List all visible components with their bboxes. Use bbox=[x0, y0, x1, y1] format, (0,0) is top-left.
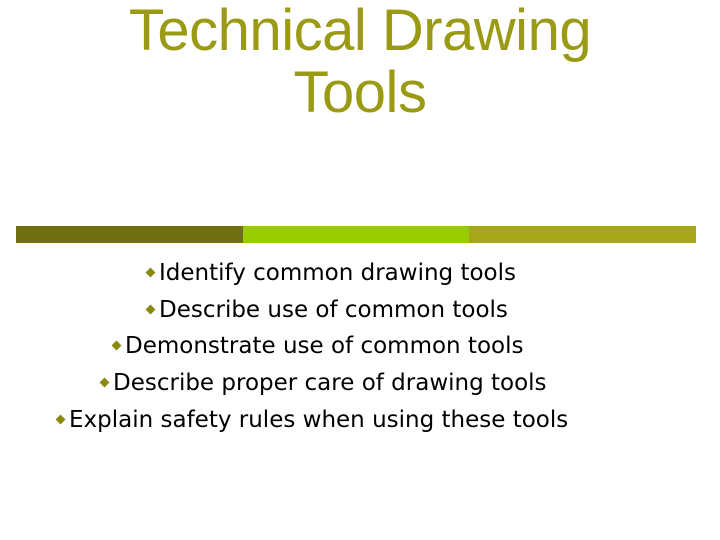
diamond-bullet-icon bbox=[146, 268, 156, 278]
bullet-text: Identify common drawing tools bbox=[159, 260, 516, 286]
slide-title-line-2: Tools bbox=[293, 60, 427, 125]
diamond-bullet-icon bbox=[100, 378, 110, 388]
bullet-text: Explain safety rules when using these tools bbox=[69, 407, 569, 433]
slide-title-line-1: Technical Drawing bbox=[128, 0, 592, 63]
bullet-item bbox=[57, 406, 568, 434]
bullet-item bbox=[147, 296, 508, 324]
slide-title bbox=[0, 0, 720, 124]
diamond-bullet-icon bbox=[56, 415, 66, 425]
divider-segment-olive bbox=[469, 226, 696, 243]
bullet-text: Describe proper care of drawing tools bbox=[113, 370, 547, 396]
bullet-text: Demonstrate use of common tools bbox=[125, 333, 524, 359]
divider-segment-dark bbox=[16, 226, 243, 243]
bullet-item bbox=[101, 369, 547, 397]
divider-bar bbox=[16, 226, 696, 243]
bullet-item bbox=[147, 259, 516, 287]
diamond-bullet-icon bbox=[146, 305, 156, 315]
bullet-item bbox=[113, 332, 523, 360]
divider-segment-bright bbox=[243, 226, 470, 243]
bullet-text: Describe use of common tools bbox=[159, 297, 508, 323]
diamond-bullet-icon bbox=[112, 341, 122, 351]
